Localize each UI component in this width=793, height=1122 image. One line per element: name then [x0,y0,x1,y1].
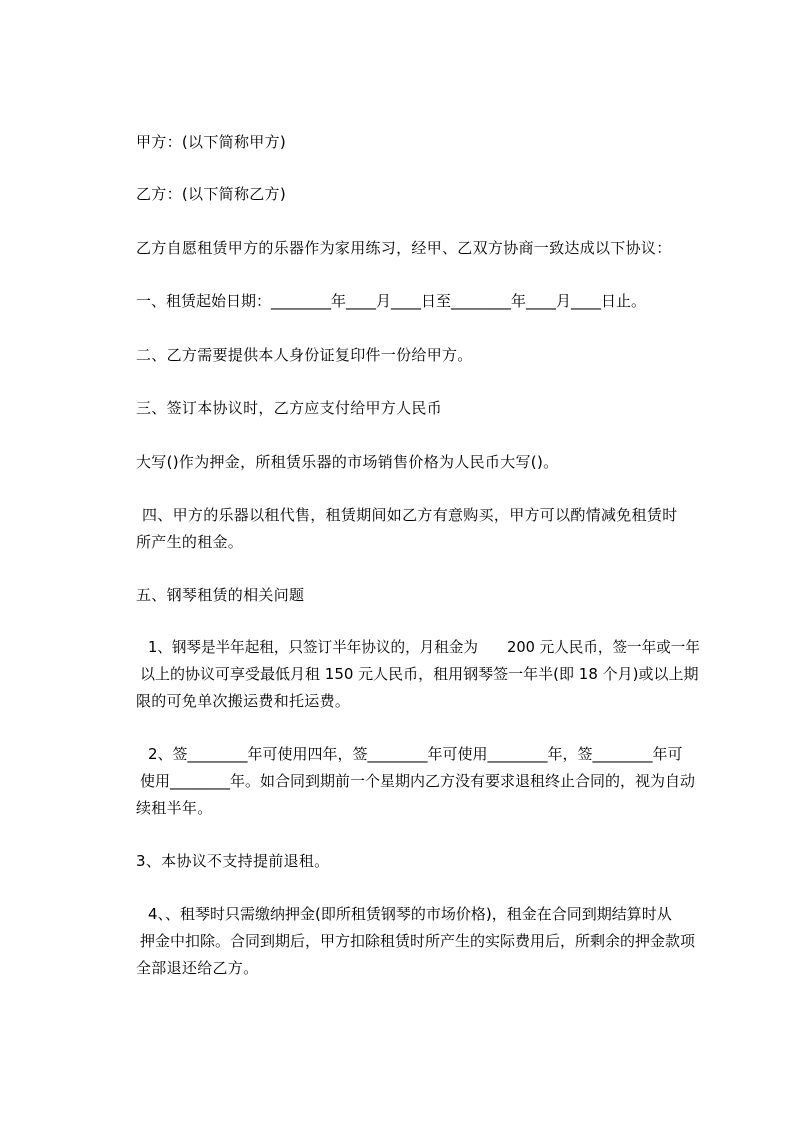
clause-2-id-copy: 二、乙方需要提供本人身份证复印件一份给甲方。 [136,346,473,364]
clause-3-deposit-continuation: 大写()作为押金，所租赁乐器的市场销售价格为人民币大写()。 [136,453,559,471]
intro-paragraph: 乙方自愿租赁甲方的乐器作为家用练习，经甲、乙双方协商一致达成以下协议： [136,239,672,257]
party-a-line: 甲方：(以下简称甲方) [136,133,287,151]
item-4-line-2: 押金中扣除。合同到期后，甲方扣除租赁时所产生的实际费用后，所剩余的押金款项 [140,932,696,950]
clause-5-heading: 五、钢琴租赁的相关问题 [136,586,305,604]
clause-3-payment: 三、签订本协议时，乙方应支付给甲方人民币 [136,399,443,417]
item-3-line: 3、本协议不支持提前退租。 [136,852,330,870]
clause-4-line-1: 四、甲方的乐器以租代售，租赁期间如乙方有意购买，甲方可以酌情减免租赁时 [142,506,678,524]
party-b-line: 乙方：(以下简称乙方) [136,185,287,203]
item-2-line-2: 使用________年。如合同到期前一个星期内乙方没有要求退租终止合同的，视为自动 [140,772,696,790]
item-2-line-3: 续租半年。 [136,799,213,817]
item-2-line-1: 2、签________年可使用四年，签________年可使用________年，签________年可 [148,745,683,763]
item-1-line-1: 1、钢琴是半年起租，只签订半年协议的，月租金为 200 元人民币，签一年或一年 [148,638,700,656]
item-4-line-3: 全部退还给乙方。 [136,959,259,977]
item-1-line-2: 以上的协议可享受最低月租 150 元人民币，租用钢琴签一年半(即 18 个月)或以上期 [140,665,699,683]
clause-4-line-2: 所产生的租金。 [136,533,244,551]
item-4-line-1: 4、、租琴时只需缴纳押金(即所租赁钢琴的市场价格)，租金在合同到期结算时从 [148,905,672,923]
clause-1-rental-dates: 一、租赁起始日期：________年____月____日至________年____月____日止。 [136,292,647,310]
item-1-line-3: 限的可免单次搬运费和托运费。 [136,692,351,710]
